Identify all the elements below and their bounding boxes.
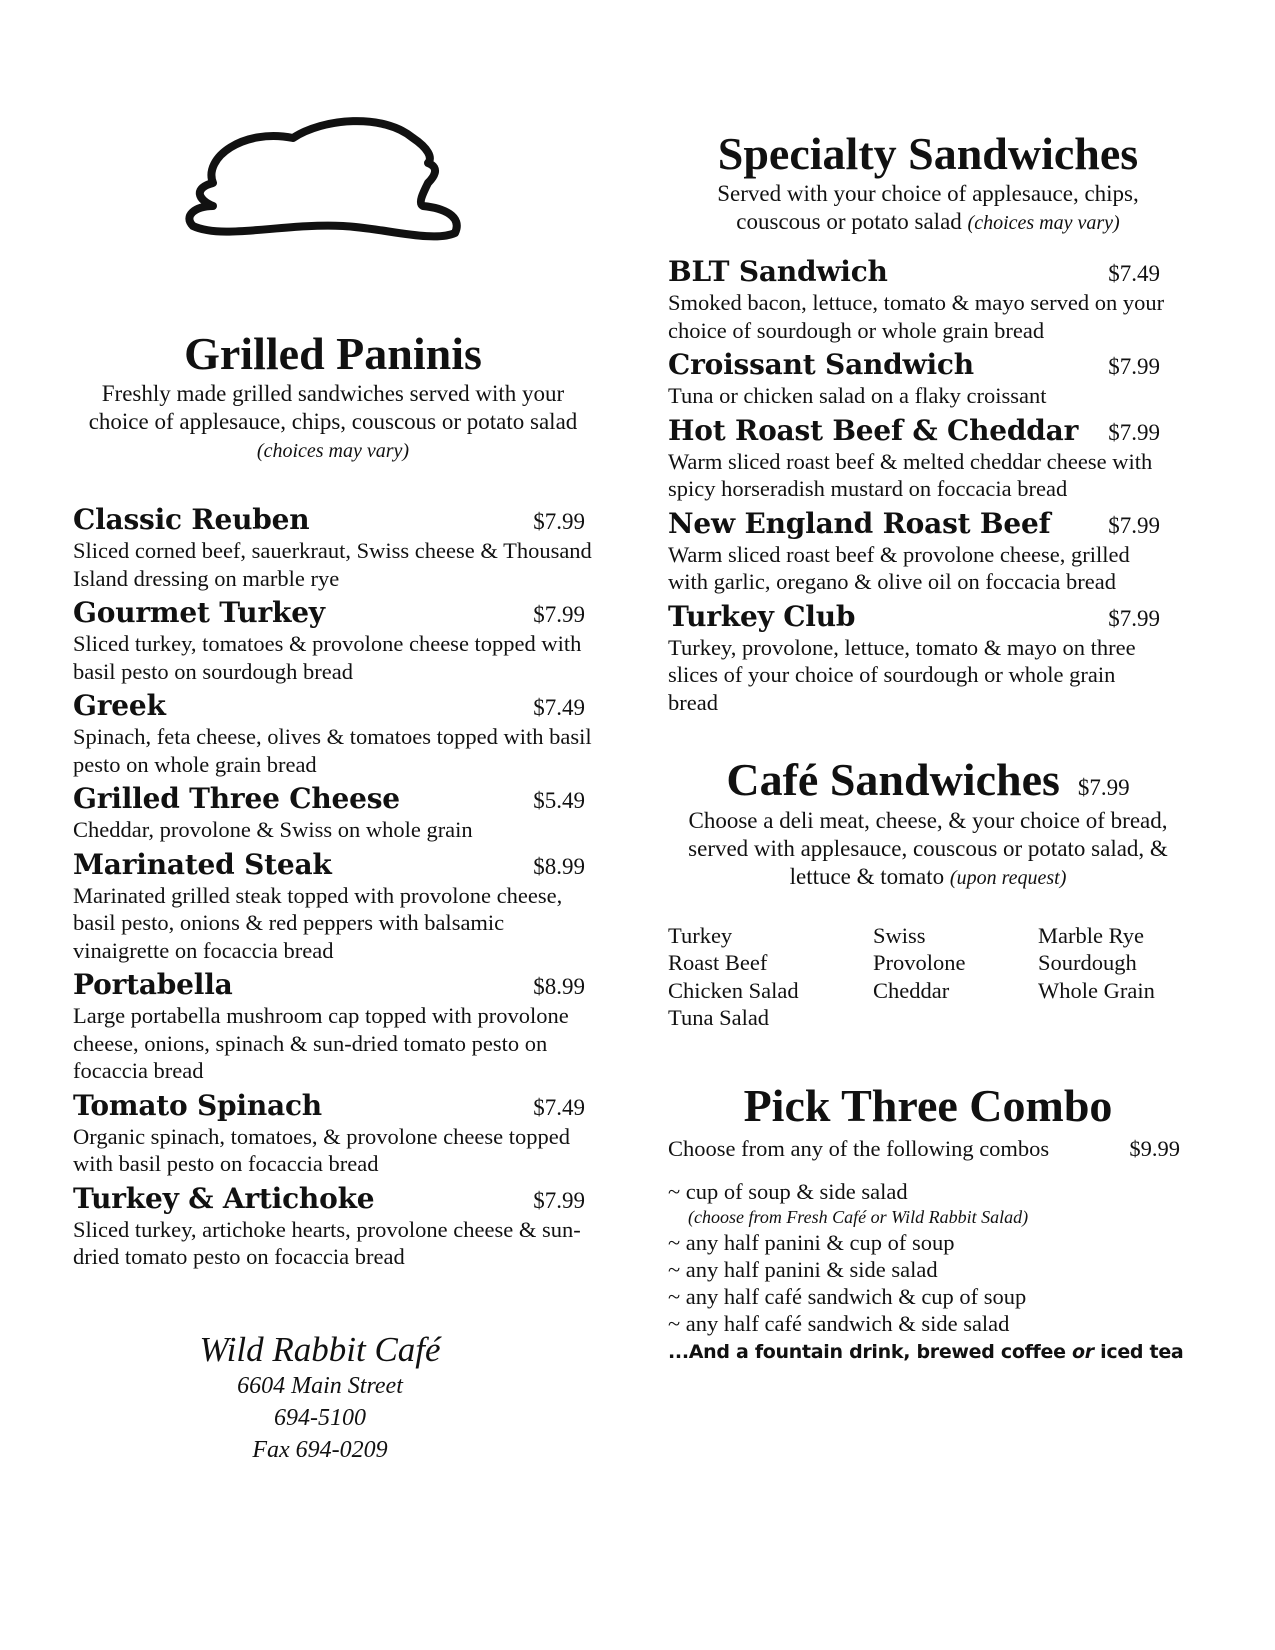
menu-item-price: $8.99 [533, 974, 585, 1000]
specialty-list [668, 255, 1168, 716]
menu-item-name: Greek [73, 689, 166, 723]
menu-item-description: Organic spinach, tomatoes, & provolone cheese topped with basil pesto on focaccia bread [73, 1123, 570, 1177]
combo-drink-note: ...And a fountain drink, brewed coffee or iced tea [668, 1340, 1184, 1363]
menu-item-description: Cheddar, provolone & Swiss on whole grain [73, 817, 473, 843]
paninis-title: Grilled Paninis [184, 328, 482, 379]
meat-list [668, 922, 873, 1032]
menu-item-description: Warm sliced roast beef & melted cheddar cheese with spicy horseradish mustard on foccacia bread [668, 448, 1153, 502]
cafe-price: $7.99 [1077, 775, 1130, 801]
menu-item-name: Croissant Sandwich [668, 348, 974, 382]
menu-item-header [73, 1182, 593, 1216]
menu-item-header [73, 689, 593, 723]
combo-title: Pick Three Combo [743, 1079, 1113, 1131]
menu-item-price: $7.99 [1108, 512, 1160, 538]
combo-option: ~ any half café sandwich & side salad [668, 1310, 1010, 1336]
bread-list [1038, 922, 1188, 1032]
menu-item-description: Sliced corned beef, sauerkraut, Swiss cheese & Thousand Island dressing on marble rye [73, 538, 592, 591]
menu-item [73, 1182, 593, 1271]
cafe-subtitle: Choose a deli meat, cheese, & your choice of bread, served with applesauce, couscous or potato salad, & lettuce & tomato (upon request) [688, 807, 1168, 889]
paninis-section [73, 330, 593, 1271]
menu-item-name: New England Roast Beef [668, 506, 1051, 540]
menu-item [668, 255, 1168, 344]
menu-item-description: Spinach, feta cheese, olives & tomatoes topped with basil pesto on whole grain bread [73, 724, 592, 777]
cafe-contact [140, 1330, 500, 1466]
list-item: Chicken Salad [668, 977, 799, 1003]
menu-item [73, 848, 593, 965]
menu-item [73, 596, 593, 685]
list-item: Cheddar [873, 977, 950, 1003]
combo-intro-text: Choose from any of the following combos [668, 1135, 1050, 1161]
list-item: Tuna Salad [668, 1005, 770, 1031]
menu-item-description: Marinated grilled steak topped with provolone cheese, basil pesto, onions & red peppers with balsamic vinaigrette on focaccia bread [73, 882, 563, 963]
menu-item-header [73, 503, 593, 537]
menu-item-header [73, 848, 593, 882]
menu-item-name: Tomato Spinach [73, 1088, 322, 1122]
menu-item-price: $7.99 [1108, 419, 1160, 445]
right-column [668, 130, 1188, 1366]
menu-item-price: $7.49 [533, 695, 585, 721]
cafe-title: Café Sandwiches [726, 754, 1060, 806]
menu-item-description: Turkey, provolone, lettuce, tomato & mayo on three slices of your choice of sourdough or whole grain bread [668, 634, 1136, 715]
list-item: Swiss [873, 922, 926, 948]
menu-item [668, 348, 1168, 410]
menu-item-name: Turkey & Artichoke [73, 1181, 375, 1215]
specialty-title: Specialty Sandwiches [717, 128, 1139, 179]
combo-option: ~ any half panini & cup of soup [668, 1229, 955, 1255]
menu-item-name: Hot Roast Beef & Cheddar [668, 413, 1079, 447]
paninis-subtitle: Freshly made grilled sandwiches served with your choice of applesauce, chips, couscous or potato salad (choices may vary) [88, 381, 578, 463]
menu-item-header [73, 782, 593, 816]
menu-item-header [73, 596, 593, 630]
menu-item-name: Portabella [73, 968, 233, 1002]
list-item: Sourdough [1038, 950, 1137, 976]
menu-item-price: $7.99 [1108, 605, 1160, 631]
menu-item-header [668, 507, 1168, 541]
menu-item-price: $7.49 [533, 1094, 585, 1120]
rabbit-logo-icon [183, 108, 483, 248]
menu-item [73, 968, 593, 1085]
combo-intro [668, 1136, 1188, 1162]
combo-price: $9.99 [1129, 1135, 1180, 1161]
menu-item-price: $7.99 [533, 602, 585, 628]
menu-item-header [668, 348, 1168, 382]
menu-item [73, 503, 593, 592]
combo-option-note: (choose from Fresh Café or Wild Rabbit Salad) [688, 1206, 1029, 1227]
menu-item-price: $5.49 [533, 788, 585, 814]
list-item: Marble Rye [1038, 922, 1144, 948]
menu-item-name: Gourmet Turkey [73, 596, 325, 630]
cafe-address: 6604 Main Street [237, 1373, 403, 1399]
list-item: Turkey [668, 922, 733, 948]
list-item: Provolone [873, 950, 966, 976]
menu-item [668, 507, 1168, 596]
menu-item-price: $7.99 [533, 1187, 585, 1213]
menu-item-price: $7.99 [1108, 354, 1160, 380]
menu-item [73, 689, 593, 778]
menu-item-header [73, 968, 593, 1002]
menu-item-header [668, 600, 1168, 634]
menu-item-name: Marinated Steak [73, 847, 332, 881]
cafe-title-row [668, 756, 1188, 804]
cafe-choices [668, 922, 1188, 1032]
menu-item-price: $7.99 [533, 509, 585, 535]
paninis-list [73, 503, 593, 1271]
combo-option: ~ any half café sandwich & cup of soup [668, 1283, 1027, 1309]
menu-item-description: Sliced turkey, tomatoes & provolone cheese topped with basil pesto on sourdough bread [73, 631, 582, 684]
combo-option: ~ cup of soup & side salad [668, 1178, 908, 1204]
menu-item [668, 414, 1168, 503]
cafe-name: Wild Rabbit Café [199, 1330, 441, 1369]
menu-item-header [668, 255, 1168, 289]
menu-item [668, 600, 1168, 717]
cheese-list [873, 922, 1038, 1032]
list-item: Roast Beef [668, 950, 768, 976]
specialty-subtitle: Served with your choice of applesauce, chips, couscous or potato salad (choices may vary) [717, 181, 1139, 235]
menu-item-header [668, 414, 1168, 448]
menu-item-description: Warm sliced roast beef & provolone cheese, grilled with garlic, oregano & olive oil on foccacia bread [668, 541, 1130, 595]
menu-item-header [73, 1089, 593, 1123]
cafe-fax: Fax 694-0209 [252, 1437, 388, 1463]
menu-item-description: Tuna or chicken salad on a flaky croissant [668, 383, 1047, 409]
menu-item-price: $8.99 [533, 853, 585, 879]
menu-item-description: Large portabella mushroom cap topped with provolone cheese, onions, spinach & sun-dried tomato pesto on focaccia bread [73, 1003, 569, 1084]
combo-option: ~ any half panini & side salad [668, 1256, 938, 1282]
list-item: Whole Grain [1038, 977, 1155, 1003]
menu-item [73, 1089, 593, 1178]
menu-item-price: $7.49 [1108, 261, 1160, 287]
menu-item-name: Classic Reuben [73, 503, 310, 537]
combo-list [668, 1178, 1188, 1366]
menu-item-description: Sliced turkey, artichoke hearts, provolone cheese & sun-dried tomato pesto on focaccia bread [73, 1216, 581, 1270]
menu-item-description: Smoked bacon, lettuce, tomato & mayo served on your choice of sourdough or whole grain bread [668, 290, 1165, 343]
menu-item-name: Grilled Three Cheese [73, 782, 400, 816]
menu-item [73, 782, 593, 844]
menu-item-name: BLT Sandwich [668, 255, 888, 289]
cafe-phone: 694-5100 [274, 1405, 366, 1431]
menu-item-name: Turkey Club [668, 599, 856, 633]
